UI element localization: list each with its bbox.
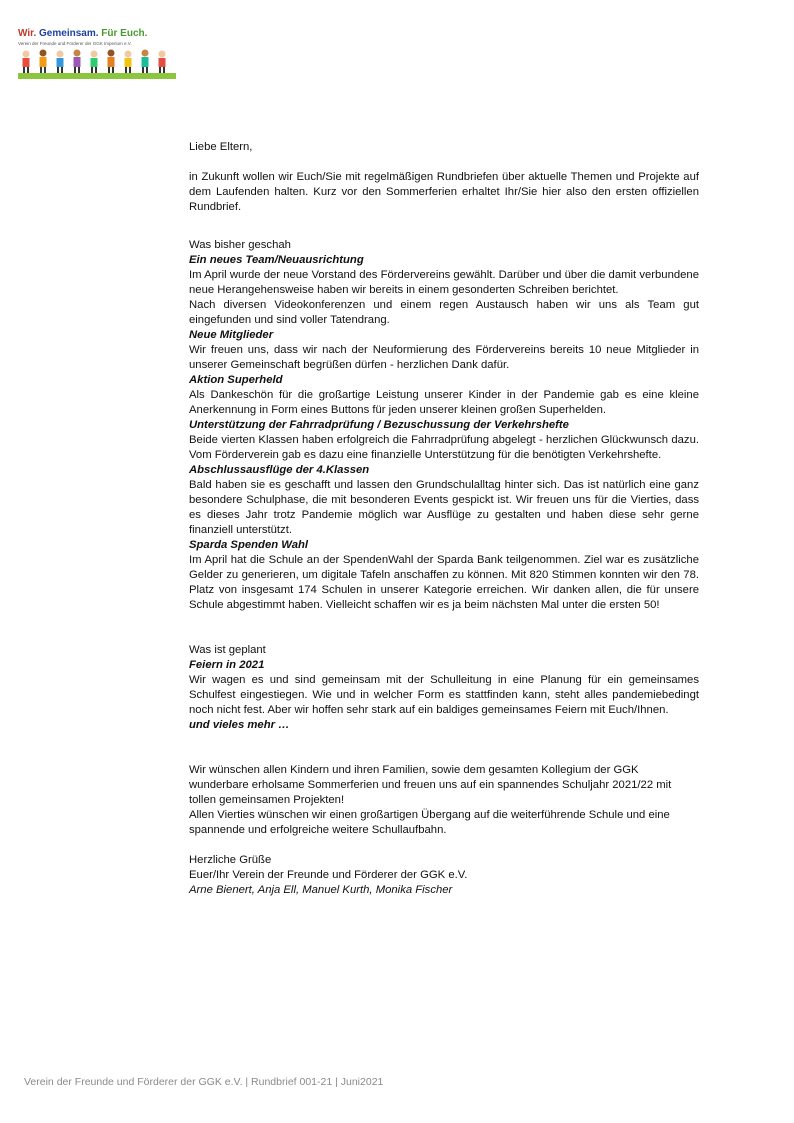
paragraph-sparda: Im April hat die Schule an der SpendenWahl der Sparda Bank teilgenommen. Ziel war es zusätzliche Gelder zu generieren, um digitale Tafeln anschaffen zu können. Mit 820 Stimmen konnten wir den 78. Platz von insgesamt 174 Schulen in unserer Kategorie erreichen. Wir danken allen, die für unsere Schule abgestimmt haben. Vielleicht schaffen wir es ja beim nächsten Mal unter die ersten 50! <box>189 554 699 611</box>
sender: Euer/Ihr Verein der Freunde und Förderer der GGK e.V. <box>189 869 468 881</box>
subheading-sparda: Sparda Spenden Wahl <box>189 539 309 551</box>
footer: Verein der Freunde und Förderer der GGK e.V. | Rundbrief 001-21 | Juni2021 <box>24 1076 384 1088</box>
section-title-past: Was bisher geschah <box>189 239 291 251</box>
child-figure-1 <box>23 51 30 74</box>
child-figure-9 <box>159 51 166 74</box>
subheading-celebrate: Feiern in 2021 <box>189 659 265 671</box>
child-figure-5 <box>91 51 98 74</box>
paragraph-excursions: Bald haben sie es geschafft und lassen den Grundschulalltag hinter sich. Das ist natürlich eine ganz besondere Schulphase, die mit besonderen Events gespickt ist. Wir freuen uns für die Vierties, dass es dieses Jahr trotz Pandemie möglich war Ausflüge zu gestalten und haben diese sehr gerne finanziell unterstützt. <box>189 479 699 536</box>
child-figure-4 <box>74 50 81 74</box>
paragraph-bike-test: Beide vierten Klassen haben erfolgreich die Fahrradprüfung abgelegt - herzlichen Glückwunsch dazu. Vom Förderverein gab es dazu eine finanzielle Unterstützung für die benötigten Verkehrshefte. <box>189 434 699 461</box>
intro-paragraph: in Zukunft wollen wir Euch/Sie mit regelmäßigen Rundbriefen über aktuelle Themen und Projekte auf dem Laufenden halten. Kurz vor den Sommerferien erhaltet Ihr/Sie hier also den ersten offiziellen Rundbrief. <box>189 171 699 213</box>
child-figure-8 <box>142 50 149 74</box>
child-figure-3 <box>57 51 64 74</box>
subheading-superhero: Aktion Superheld <box>189 374 283 386</box>
subheading-excursions: Abschlussausflüge der 4.Klassen <box>189 464 370 476</box>
children-illustration <box>18 46 176 80</box>
logo-title <box>18 28 176 40</box>
wishes-paragraph-2: Allen Vierties wünschen wir einen großartigen Übergang auf die weiterführende Schule und eine spannende und erfolgreiche weitere Schullaufbahn. <box>189 809 670 836</box>
logo-title-gemeinsam: Gemeinsam. <box>39 28 99 39</box>
paragraph-new-members: Wir freuen uns, dass wir nach der Neuformierung des Fördervereins bereits 10 neue Mitglieder in unserer Gemeinschaft begrüßen dürfen - herzlichen Dank dafür. <box>189 344 699 371</box>
closing: Herzliche Grüße <box>189 854 272 866</box>
logo-subtitle: Verein der Freunde und Förderer der GGK Imperium e.V. <box>18 41 132 46</box>
subheading-more: und vieles mehr … <box>189 719 290 731</box>
subheading-new-team: Ein neues Team/Neuausrichtung <box>189 254 364 266</box>
paragraph-new-team-2: Nach diversen Videokonferenzen und einem regen Austausch haben wir uns als Team gut eingefunden und sind voller Tatendrang. <box>189 299 699 326</box>
logo-title-wir: Wir. <box>18 28 37 39</box>
logo-title-fuer-euch: Für Euch. <box>101 28 148 39</box>
wishes-paragraph-1: Wir wünschen allen Kindern und ihren Familien, sowie dem gesamten Kollegium der GGK wunderbare erholsame Sommerferien und freuen uns auf ein spannendes Schuljahr 2021/22 mit tollen gemeinsamen Projekten! <box>189 764 672 806</box>
section-title-planned: Was ist geplant <box>189 644 266 656</box>
subheading-bike-test: Unterstützung der Fahrradprüfung / Bezuschussung der Verkehrshefte <box>189 419 569 431</box>
subheading-new-members: Neue Mitglieder <box>189 329 274 341</box>
paragraph-celebrate: Wir wagen es und sind gemeinsam mit der Schulleitung in eine Planung für ein gemeinsames Schulfest eingestiegen. Wie und in welcher Form es stattfinden kann, steht alles pandemiebedingt noch nicht fest. Aber wir hoffen sehr stark auf ein baldiges gemeinsames Feiern mit Euch/Ihnen. <box>189 674 699 716</box>
paragraph-new-team-1: Im April wurde der neue Vorstand des Fördervereins gewählt. Darüber und über die damit verbundene neue Herangehensweise haben wir bereits in einem gesonderten Schreiben berichtet. <box>189 269 699 296</box>
child-figure-2 <box>40 50 47 74</box>
logo <box>18 28 176 80</box>
child-figure-6 <box>108 50 115 74</box>
paragraph-superhero: Als Dankeschön für die großartige Leistung unserer Kinder in der Pandemie gab es eine kleine Anerkennung in Form eines Buttons für jeden unserer kleinen großen Superhelden. <box>189 389 699 416</box>
letter-body <box>189 140 699 898</box>
child-figure-7 <box>125 51 132 74</box>
signatories: Arne Bienert, Anja Ell, Manuel Kurth, Monika Fischer <box>189 884 453 896</box>
greeting: Liebe Eltern, <box>189 141 253 153</box>
